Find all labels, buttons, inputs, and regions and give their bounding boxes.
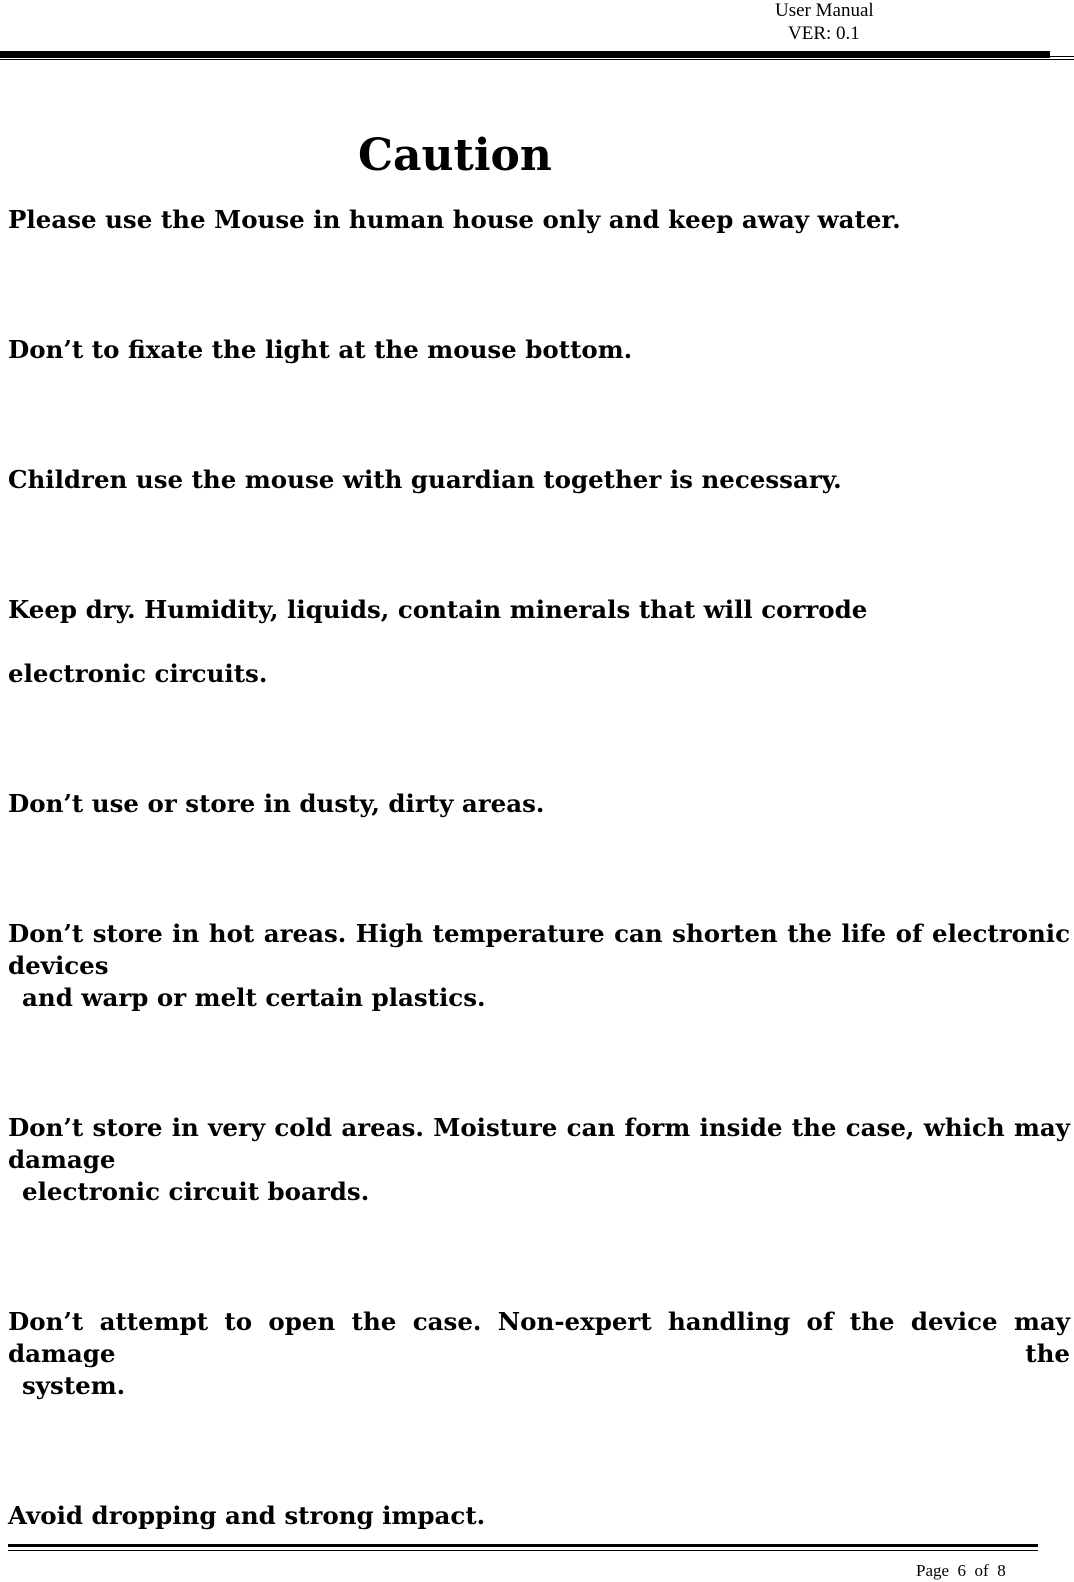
caution-item-8-line-1: Don’t attempt to open the case. Non-expert handling of the device may damage the bbox=[8, 1307, 1070, 1368]
caution-item-7-line-1: Don’t store in very cold areas. Moisture can form inside the case, which may damage bbox=[8, 1113, 1070, 1174]
footer-rule-thick bbox=[8, 1544, 1038, 1547]
caution-item-5: Don’t use or store in dusty, dirty areas. bbox=[8, 789, 545, 818]
caution-item-2: Don’t to fixate the light at the mouse bottom. bbox=[8, 335, 633, 364]
header-rule-thin bbox=[0, 59, 1074, 60]
caution-item-1: Please use the Mouse in human house only and keep away water. bbox=[8, 205, 901, 234]
page-number: Page 6 of 8 bbox=[916, 1561, 1006, 1580]
header-version: VER: 0.1 bbox=[788, 23, 860, 44]
caution-item-6-line-1: Don’t store in hot areas. High temperature can shorten the life of electronic devices bbox=[8, 919, 1070, 980]
page-title: Caution bbox=[358, 130, 552, 181]
caution-item-9: Avoid dropping and strong impact. bbox=[8, 1501, 486, 1530]
caution-item-8-line-2: system. bbox=[22, 1371, 126, 1400]
header-doc-type: User Manual bbox=[775, 0, 874, 21]
caution-item-7-line-2: electronic circuit boards. bbox=[22, 1177, 370, 1206]
header-rule-extension bbox=[1050, 56, 1074, 57]
header-rule-thick bbox=[0, 51, 1050, 58]
caution-item-4-line-1: Keep dry. Humidity, liquids, contain minerals that will corrode bbox=[8, 595, 868, 624]
caution-item-6-line-2: and warp or melt certain plastics. bbox=[22, 983, 486, 1012]
caution-item-3: Children use the mouse with guardian together is necessary. bbox=[8, 465, 842, 494]
caution-item-4-line-2: electronic circuits. bbox=[8, 659, 268, 688]
footer-rule-thin bbox=[8, 1550, 1038, 1551]
